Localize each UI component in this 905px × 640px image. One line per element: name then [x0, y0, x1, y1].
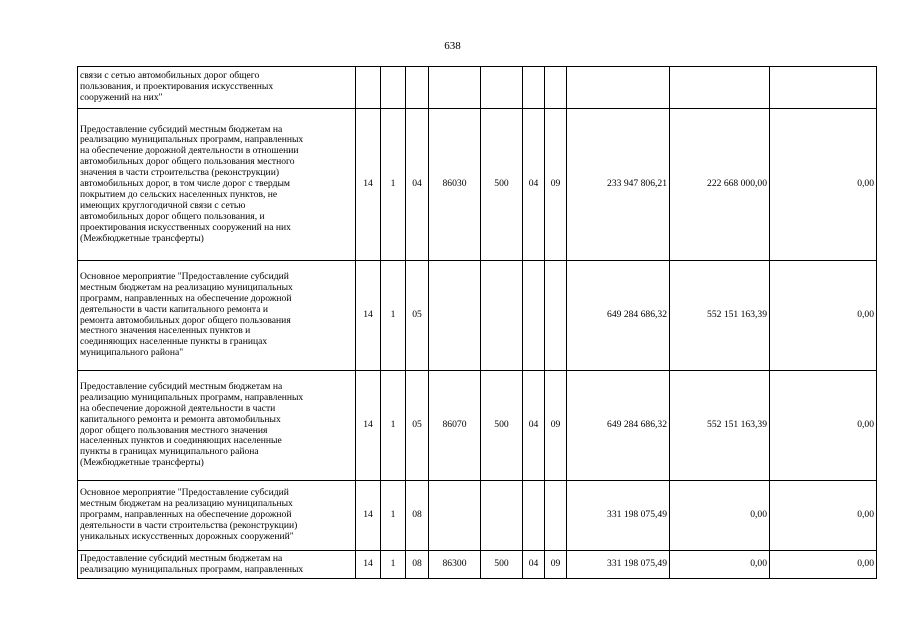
- cell-code-5: [481, 481, 523, 551]
- cell-code-7: [545, 67, 567, 109]
- cell-amount-3: 0,00: [770, 109, 877, 261]
- cell-code-3: 08: [406, 481, 429, 551]
- table-row: [78, 551, 877, 579]
- cell-code-6: [523, 481, 545, 551]
- cell-code-7: [545, 481, 567, 551]
- cell-code-1: 14: [356, 261, 381, 371]
- cell-code-6: 04: [523, 109, 545, 261]
- cell-code-5: [481, 67, 523, 109]
- cell-code-4: [429, 67, 481, 109]
- cell-code-2: 1: [381, 109, 406, 261]
- cell-code-1: 14: [356, 371, 381, 481]
- cell-code-3: 05: [406, 261, 429, 371]
- cell-code-3: 04: [406, 109, 429, 261]
- cell-code-4: [429, 261, 481, 371]
- cell-code-2: 1: [381, 551, 406, 579]
- cell-code-7: 09: [545, 551, 567, 579]
- cell-code-1: [356, 67, 381, 109]
- cell-amount-1: [567, 67, 670, 109]
- row-description: Основное мероприятие "Предоставление субсидий местным бюджетам на реализацию муниципальных программ, направленных на обеспечение дорожной деятельности в части строительства (реконструкции) уникальных искусственных дорожных сооружений": [78, 481, 356, 551]
- cell-code-6: [523, 67, 545, 109]
- cell-amount-3: [770, 67, 877, 109]
- row-description: Предоставление субсидий местным бюджетам на реализацию муниципальных программ, направленных: [78, 551, 356, 579]
- cell-amount-3: 0,00: [770, 261, 877, 371]
- cell-code-3: 08: [406, 551, 429, 579]
- cell-amount-2: [670, 67, 770, 109]
- cell-amount-2: 222 668 000,00: [670, 109, 770, 261]
- cell-code-6: 04: [523, 551, 545, 579]
- cell-amount-1: 649 284 686,32: [567, 371, 670, 481]
- budget-table: [77, 66, 877, 579]
- cell-code-6: 04: [523, 371, 545, 481]
- table-row: [78, 371, 877, 481]
- cell-code-6: [523, 261, 545, 371]
- table-row: [78, 67, 877, 109]
- cell-amount-3: 0,00: [770, 551, 877, 579]
- cell-code-7: 09: [545, 371, 567, 481]
- cell-code-1: 14: [356, 551, 381, 579]
- cell-code-1: 14: [356, 109, 381, 261]
- cell-amount-1: 331 198 075,49: [567, 551, 670, 579]
- row-description: Основное мероприятие "Предоставление субсидий местным бюджетам на реализацию муниципальных программ, направленных на обеспечение дорожной деятельности в части капитального ремонта и ремонта автомобильных дорог общего пользования местного значения населенных пунктов и соединяющих населенные пункты в границах муниципального района": [78, 261, 356, 371]
- cell-code-4: [429, 481, 481, 551]
- cell-amount-2: 552 151 163,39: [670, 371, 770, 481]
- cell-amount-3: 0,00: [770, 371, 877, 481]
- cell-code-5: 500: [481, 551, 523, 579]
- cell-code-2: 1: [381, 371, 406, 481]
- page-number: 638: [444, 40, 461, 52]
- table-row: [78, 481, 877, 551]
- cell-code-2: 1: [381, 261, 406, 371]
- cell-code-2: [381, 67, 406, 109]
- cell-code-3: [406, 67, 429, 109]
- cell-amount-1: 649 284 686,32: [567, 261, 670, 371]
- cell-code-1: 14: [356, 481, 381, 551]
- cell-code-5: [481, 261, 523, 371]
- cell-amount-1: 233 947 806,21: [567, 109, 670, 261]
- cell-code-5: 500: [481, 371, 523, 481]
- table-row: [78, 109, 877, 261]
- cell-amount-3: 0,00: [770, 481, 877, 551]
- cell-code-4: 86070: [429, 371, 481, 481]
- row-description: Предоставление субсидий местным бюджетам на реализацию муниципальных программ, направленных на обеспечение дорожной деятельности в отношении автомобильных дорог общего пользования местного значения в части строительства (реконструкции) автомобильных дорог, в том числе дорог с твердым покрытием до сельских населенных пунктов, не имеющих круглогодичной связи с сетью автомобильных дорог общего пользования, и проектирования искусственных сооружений на них (Межбюджетные трансферты): [78, 109, 356, 261]
- cell-code-3: 05: [406, 371, 429, 481]
- table-row: [78, 261, 877, 371]
- cell-code-5: 500: [481, 109, 523, 261]
- cell-amount-1: 331 198 075,49: [567, 481, 670, 551]
- cell-code-4: 86030: [429, 109, 481, 261]
- cell-amount-2: 0,00: [670, 551, 770, 579]
- row-description: Предоставление субсидий местным бюджетам на реализацию муниципальных программ, направленных на обеспечение дорожной деятельности в части капитального ремонта и ремонта автомобильных дорог общего пользования местного значения населенных пунктов и соединяющих населенные пункты в границах муниципального района (Межбюджетные трансферты): [78, 371, 356, 481]
- cell-code-7: 09: [545, 109, 567, 261]
- cell-amount-2: 0,00: [670, 481, 770, 551]
- cell-code-2: 1: [381, 481, 406, 551]
- cell-amount-2: 552 151 163,39: [670, 261, 770, 371]
- cell-code-7: [545, 261, 567, 371]
- row-description: связи с сетью автомобильных дорог общего пользования, и проектирования искусственных сооружений на них": [78, 67, 356, 109]
- cell-code-4: 86300: [429, 551, 481, 579]
